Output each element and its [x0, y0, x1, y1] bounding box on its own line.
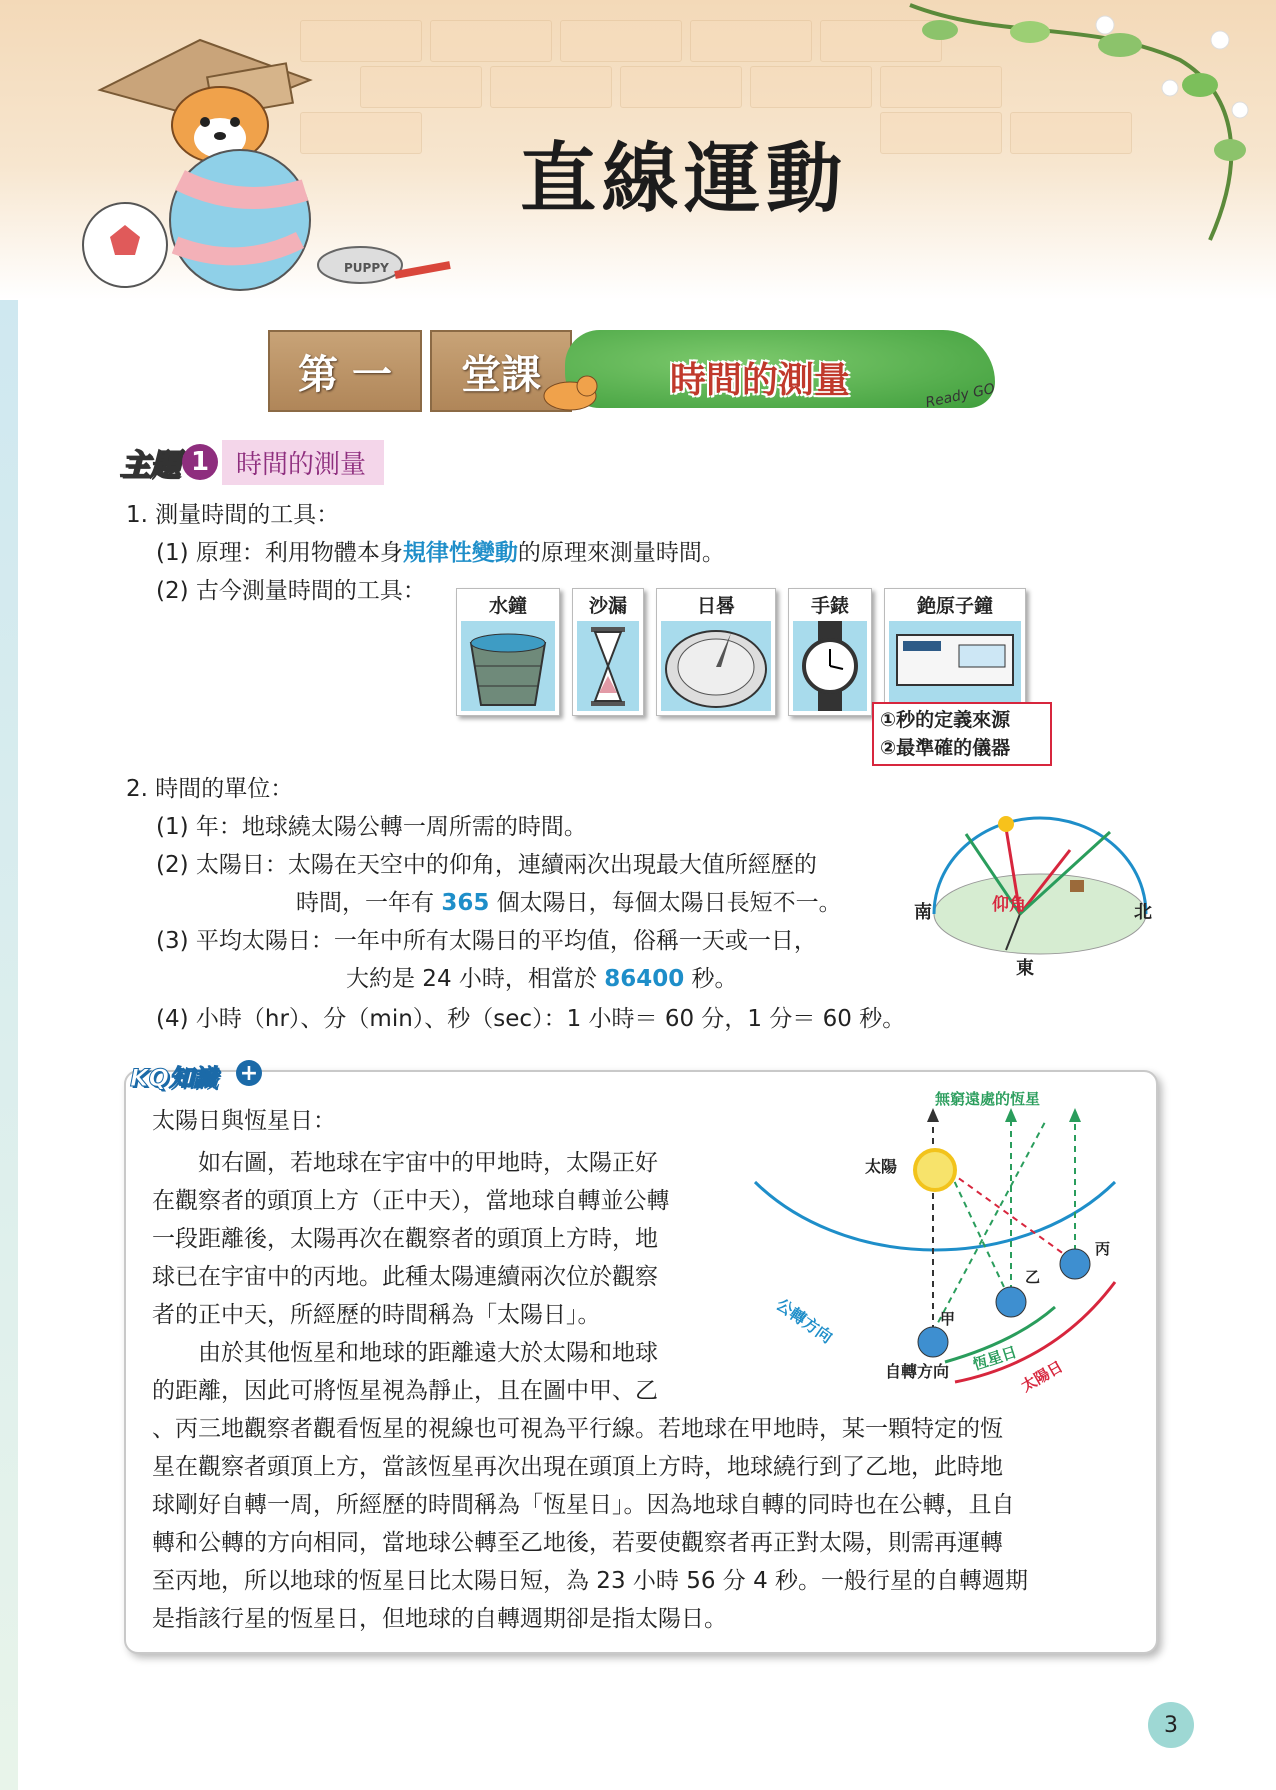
kq-line: 者的正中天，所經歷的時間稱為「太陽日」。 [152, 1302, 601, 1328]
brick-decoration [620, 66, 742, 108]
tool-label: 沙漏 [573, 589, 643, 619]
kq-line: 、丙三地觀察者觀看恆星的視線也可視為平行線。若地球在甲地時，某一顆特定的恆 [152, 1416, 1003, 1442]
puppy-illustration [60, 30, 460, 300]
section1-item2: (2) 古今測量時間的工具： [156, 578, 426, 604]
puppy-bowl-label: PUPPY [344, 261, 389, 275]
section2-item1: (1) 年：地球繞太陽公轉一周所需的時間。 [156, 814, 587, 840]
brick-decoration [490, 66, 612, 108]
item3-prefix: 大約是 24 小時，相當於 [346, 966, 605, 992]
jia-label: 甲 [940, 1310, 956, 1328]
hourglass-image [577, 621, 639, 711]
tool-watch [788, 588, 872, 716]
tool-sundial [656, 588, 776, 716]
sundial-image [661, 621, 771, 711]
kq-line: 球剛好自轉一周，所經歷的時間稱為「恆星日」。因為地球自轉的同時也在公轉，且自 [152, 1492, 1015, 1518]
lesson-part1-plank: 第 一 [268, 330, 422, 412]
kq-line: 球已在宇宙中的丙地。此種太陽連續兩次位於觀察 [152, 1264, 658, 1290]
tool-label: 日晷 [657, 589, 775, 619]
atomic-note-line: ①秒的定義來源 [880, 709, 1011, 731]
water-clock-image [461, 621, 555, 711]
yi-label: 乙 [1025, 1268, 1041, 1286]
kq-line: 由於其他恆星和地球的距離遠大於太陽和地球 [152, 1340, 658, 1366]
diagram-east: 東 [1016, 958, 1034, 979]
item1-suffix: 的原理來測量時間。 [517, 540, 725, 566]
item2-highlight: 365 [441, 890, 490, 916]
section2-heading: 2. 時間的單位： [126, 776, 294, 802]
kq-heading: 太陽日與恆星日： [152, 1108, 336, 1134]
page-number: 3 [1148, 1702, 1194, 1748]
small-dog-icon [535, 368, 605, 413]
theme-word: 主題 [120, 448, 180, 483]
diagram-elevation: 仰角 [992, 895, 1026, 915]
tool-label: 水鐘 [457, 589, 559, 619]
atomic-clock-image [889, 621, 1021, 711]
ready-go-tag: Ready GO [924, 380, 997, 412]
lesson-title: 時間的測量 [670, 360, 851, 401]
tool-label: 手錶 [789, 589, 871, 619]
item1-prefix: (1) 原理：利用物體本身 [156, 540, 403, 566]
lesson-part2-plank: 堂課 [430, 330, 572, 412]
section2-item4: (4) 小時（hr）、分（min）、秒（sec）：1 小時＝ 60 分，1 分＝ 60 秒。 [156, 1006, 906, 1032]
kq-tag: KQ知識 [130, 1064, 217, 1092]
tool-hourglass [572, 588, 644, 716]
item2-prefix: 時間，一年有 [296, 890, 442, 916]
section1-heading: 1. 測量時間的工具： [126, 502, 340, 528]
theme-number: 1 [182, 444, 218, 480]
left-edge-strip [0, 300, 18, 1790]
rotation-direction-label: 自轉方向 [885, 1362, 950, 1381]
tool-water-clock [456, 588, 560, 716]
kq-line: 至丙地，所以地球的恆星日比太陽日短，為 23 小時 56 分 4 秒。一般行星的自轉週期 [152, 1568, 1029, 1594]
sidereal-day-label: 恆星日 [970, 1342, 1020, 1374]
section1-item1 [156, 538, 725, 568]
sidereal-solar-day-diagram [755, 1092, 1135, 1412]
far-stars-label: 無窮遠處的恆星 [935, 1090, 1041, 1108]
theme-tag [120, 442, 384, 482]
item1-highlight: 規律性變動 [402, 540, 518, 566]
section2-item2-line1: (2) 太陽日：太陽在天空中的仰角，連續兩次出現最大值所經歷的 [156, 852, 817, 878]
watch-image [793, 621, 867, 711]
item2-suffix: 個太陽日，每個太陽日長短不一。 [489, 890, 842, 916]
atomic-note-line: ②最準確的儀器 [880, 737, 1011, 759]
brick-decoration [560, 20, 682, 62]
kq-line: 轉和公轉的方向相同，當地球公轉至乙地後，若要使觀察者再正對太陽，則需再運轉 [152, 1530, 1003, 1556]
sun-elevation-diagram [914, 810, 1160, 980]
kq-line: 在觀察者的頭頂上方（正中天），當地球自轉並公轉 [152, 1188, 670, 1214]
sun-label: 太陽 [865, 1157, 898, 1176]
section2-item3-line2 [346, 964, 738, 994]
atomic-clock-note [872, 702, 1052, 766]
plus-icon: + [236, 1060, 262, 1086]
item3-suffix: 秒。 [684, 966, 738, 992]
tool-label: 銫原子鐘 [885, 589, 1025, 619]
diagram-south: 南 [914, 902, 932, 923]
brick-decoration [750, 66, 872, 108]
diagram-north: 北 [1134, 902, 1152, 923]
section2-item2-line2 [296, 888, 842, 918]
chapter-title: 直線運動 [520, 134, 848, 223]
kq-line: 的距離，因此可將恆星視為靜止，且在圖中甲、乙 [152, 1378, 658, 1404]
brick-decoration [690, 20, 812, 62]
solar-day-label: 太陽日 [1018, 1357, 1066, 1396]
theme-title: 時間的測量 [222, 440, 384, 485]
kq-line: 是指該行星的恆星日，但地球的自轉週期卻是指太陽日。 [152, 1606, 727, 1632]
tool-atomic-clock [884, 588, 1026, 716]
bing-label: 丙 [1095, 1240, 1111, 1258]
orbit-direction-label: 公轉方向 [772, 1294, 837, 1347]
vine-decoration [880, 0, 1276, 290]
item3-highlight: 86400 [604, 966, 685, 992]
section2-item3-line1: (3) 平均太陽日：一年中所有太陽日的平均值，俗稱一天或一日， [156, 928, 817, 954]
kq-line: 一段距離後，太陽再次在觀察者的頭頂上方時，地 [152, 1226, 658, 1252]
kq-line: 如右圖，若地球在宇宙中的甲地時，太陽正好 [152, 1150, 658, 1176]
kq-line: 星在觀察者頭頂上方，當該恆星再次出現在頭頂上方時，地球繞行到了乙地，此時地 [152, 1454, 1003, 1480]
